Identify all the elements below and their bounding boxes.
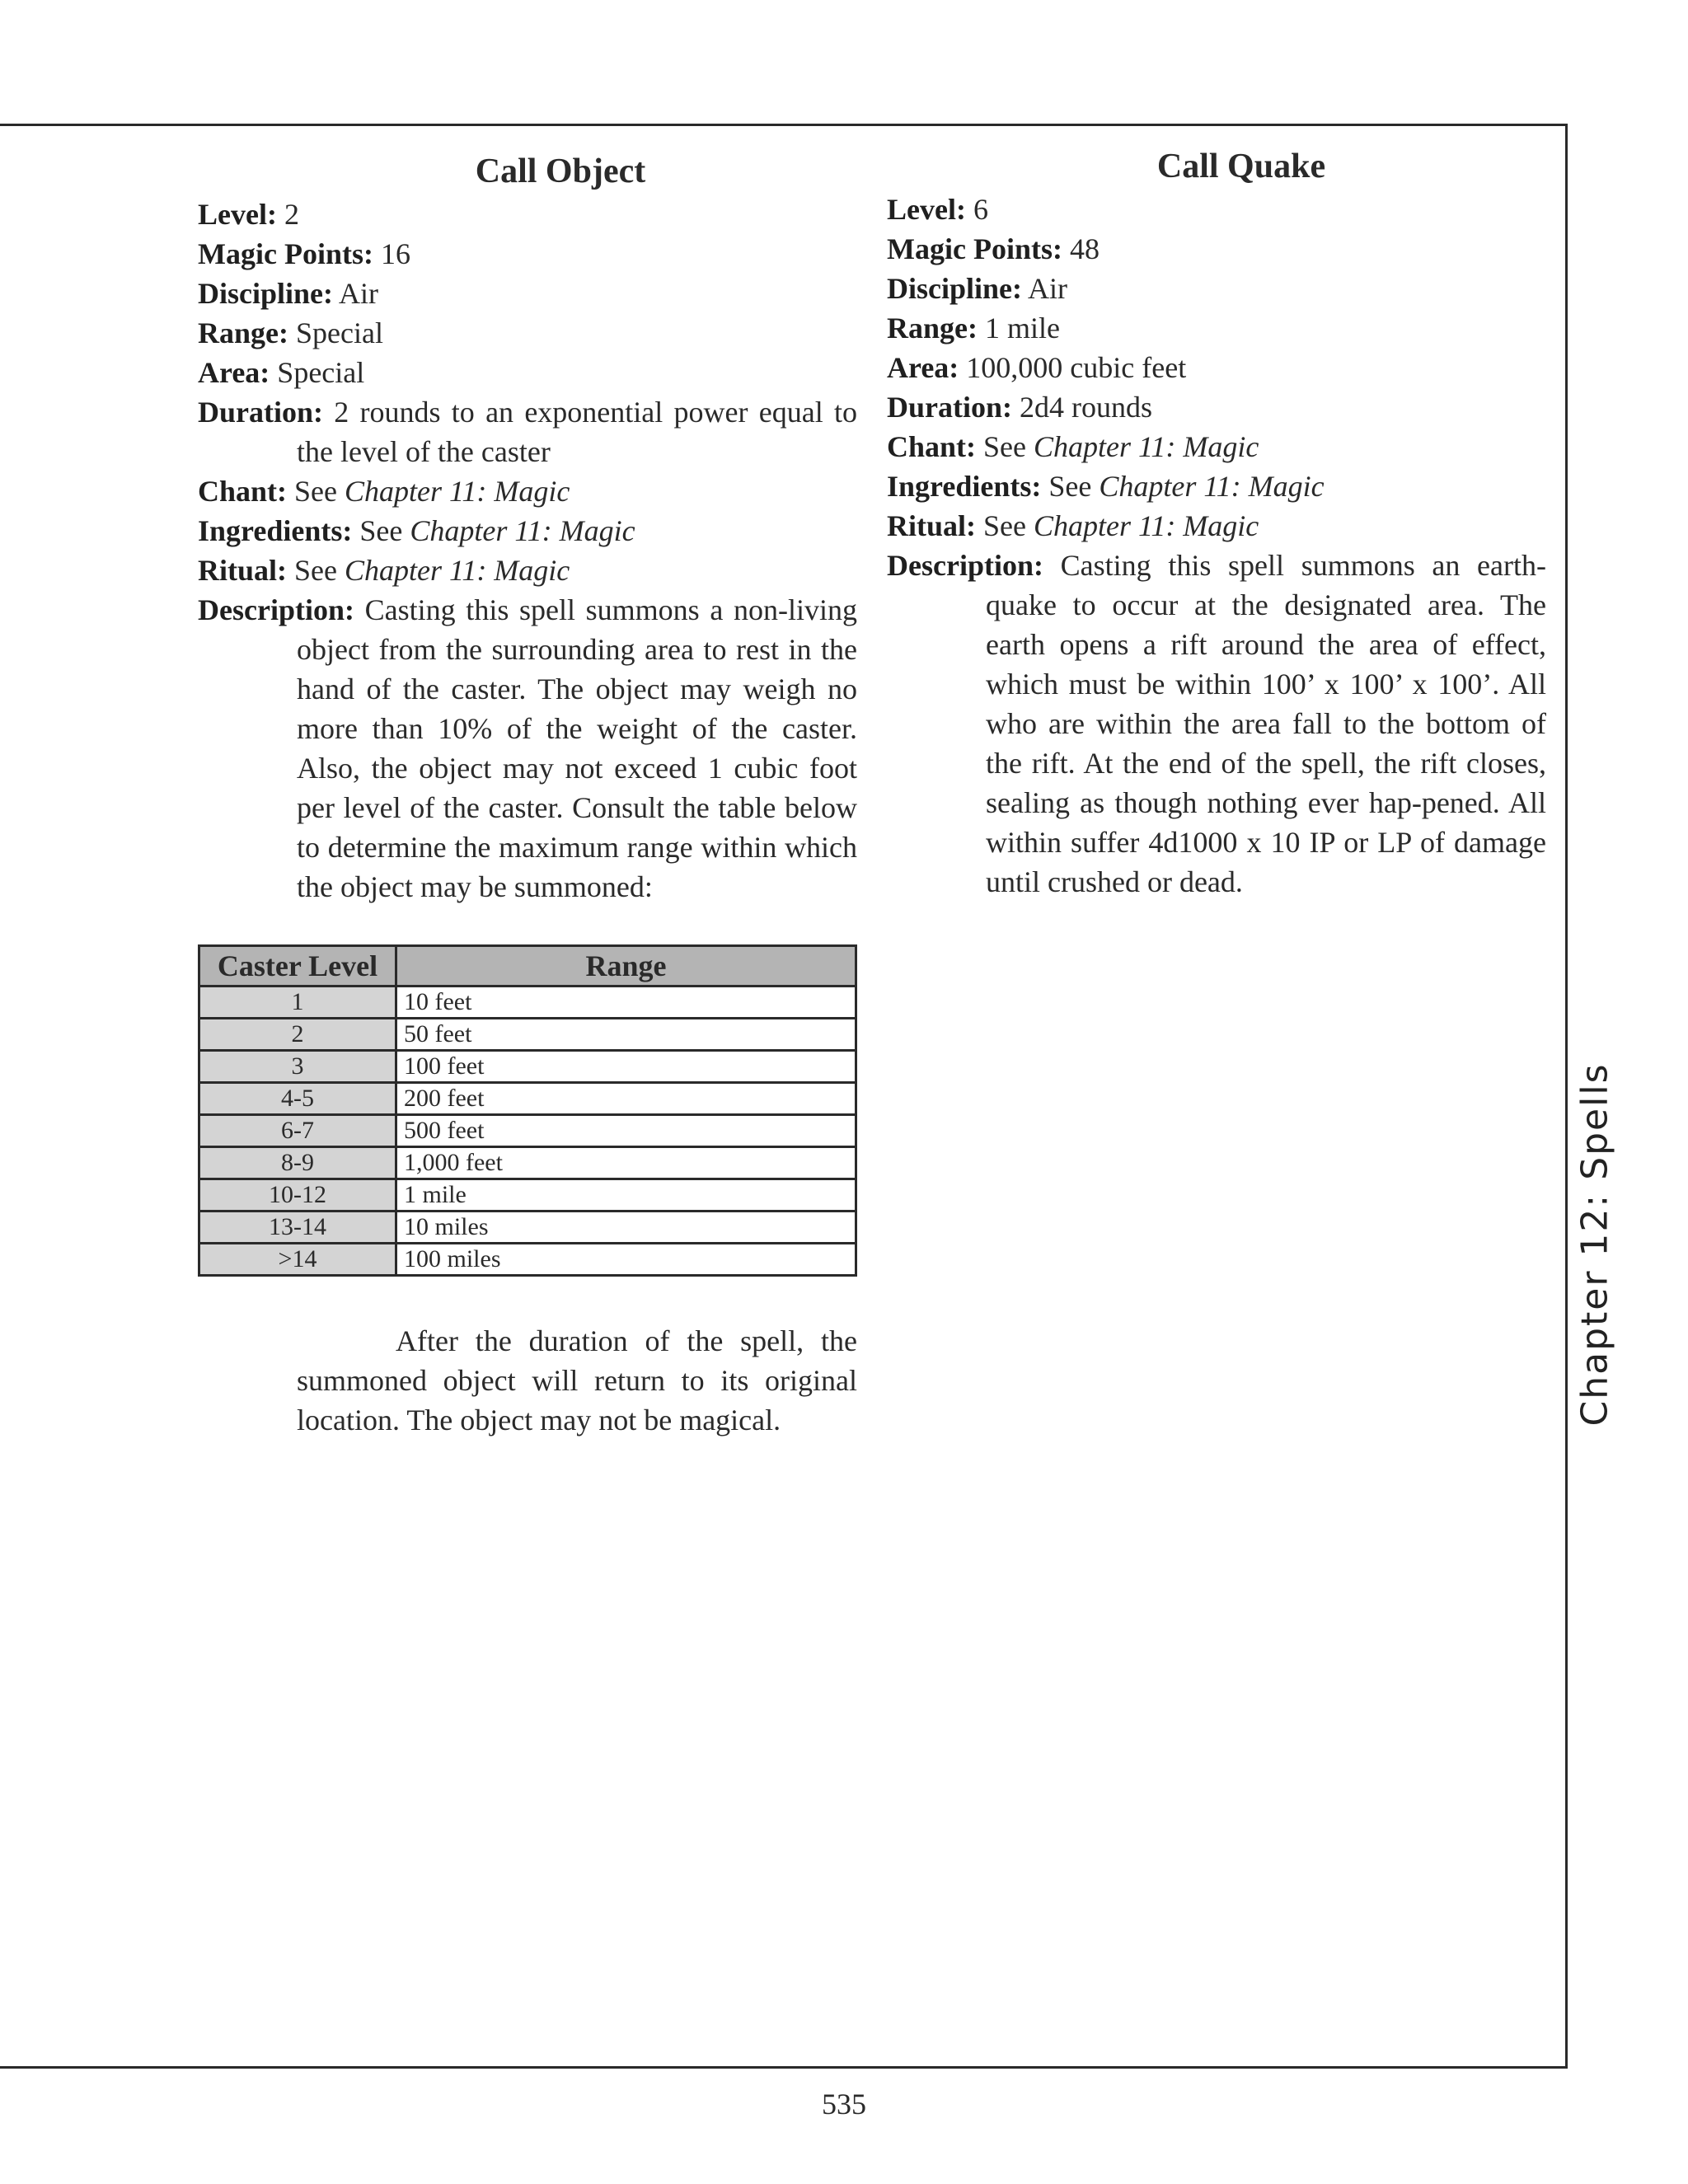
- table-header-row: [199, 946, 856, 987]
- table-row: [199, 1083, 856, 1115]
- chapter-reference: Chapter 11: Magic: [1099, 470, 1325, 503]
- field-label: Discipline:: [887, 272, 1023, 305]
- field-level: [887, 190, 1546, 229]
- field-value: 2 rounds to an exponential power equal to the level of the caster: [297, 396, 857, 468]
- field-area: [198, 353, 857, 392]
- range-cell: 100 feet: [396, 1051, 856, 1083]
- range-cell: 500 feet: [396, 1115, 856, 1147]
- field-label: Description:: [198, 593, 354, 626]
- field-discipline: [887, 269, 1546, 308]
- field-chant: [887, 427, 1546, 466]
- chapter-reference: Chapter 11: Magic: [344, 554, 570, 587]
- field-value: See: [287, 475, 345, 508]
- range-cell: 100 miles: [396, 1244, 856, 1276]
- field-discipline: [198, 274, 857, 313]
- column-header-caster-level: Caster Level: [199, 946, 396, 987]
- field-description: [887, 546, 1546, 902]
- field-duration: [198, 392, 857, 471]
- field-ritual: [198, 551, 857, 590]
- field-value: See: [1041, 470, 1100, 503]
- field-label: Ritual:: [887, 509, 976, 542]
- caster-level-cell: >14: [199, 1244, 396, 1276]
- field-label: Ingredients:: [198, 514, 353, 547]
- caster-level-cell: 3: [199, 1051, 396, 1083]
- field-label: Level:: [887, 193, 966, 226]
- field-duration: [887, 387, 1546, 427]
- field-label: Ingredients:: [887, 470, 1042, 503]
- field-value: 100,000 cubic feet: [959, 351, 1187, 384]
- field-label: Discipline:: [198, 277, 334, 310]
- field-value: 1 mile: [978, 312, 1060, 344]
- field-value: 48: [1062, 232, 1100, 265]
- table-row: [199, 1051, 856, 1083]
- table-row: [199, 1147, 856, 1179]
- range-cell: 10 feet: [396, 987, 856, 1019]
- field-ingredients: [887, 466, 1546, 506]
- field-value: 16: [373, 237, 410, 270]
- chapter-reference: Chapter 11: Magic: [345, 475, 570, 508]
- field-label: Description:: [887, 549, 1043, 582]
- caster-level-cell: 13-14: [199, 1212, 396, 1244]
- range-cell: 50 feet: [396, 1019, 856, 1051]
- caster-level-cell: 6-7: [199, 1115, 396, 1147]
- table-row: [199, 1244, 856, 1276]
- field-label: Magic Points:: [887, 232, 1062, 265]
- caster-level-range-table: [198, 944, 857, 1277]
- table-row: [199, 1019, 856, 1051]
- spell-title: Call Quake: [1156, 148, 1326, 185]
- field-value: Casting this spell summons an earth-quake to occur at the designated area. The earth opens a rift around the area of effect, which must be within 100’ x 100’ x 100’. All who are within the area fall to the bottom of the rift. At the end of the spell, the rift closes, sealing as though nothing ever hap-pened. All within suffer 4d1000 x 10 IP or LP of damage until crushed or dead.: [986, 549, 1546, 898]
- field-label: Chant:: [887, 430, 977, 463]
- field-label: Range:: [198, 316, 288, 349]
- range-cell: 1 mile: [396, 1179, 856, 1212]
- field-level: [198, 194, 857, 234]
- table-row: [199, 1212, 856, 1244]
- field-label: Ritual:: [198, 554, 287, 587]
- spell-title: Call Object: [475, 152, 646, 190]
- table-row: [199, 987, 856, 1019]
- field-value: See: [976, 430, 1034, 463]
- field-label: Magic Points:: [198, 237, 373, 270]
- field-value: See: [287, 554, 345, 587]
- field-label: Chant:: [198, 475, 288, 508]
- range-cell: 200 feet: [396, 1083, 856, 1115]
- range-cell: 1,000 feet: [396, 1147, 856, 1179]
- field-chant: [198, 471, 857, 511]
- field-range: [887, 308, 1546, 348]
- field-value: Casting this spell summons a non-living object from the surrounding area to rest in the hand of the caster. The object may weigh no more than 10% of the weight of the caster. Also, the object may not exceed 1 cubic foot per level of the caster. Consult the table below to determine the maximum range within which the object may be summoned:: [297, 593, 857, 903]
- spell-call-quake: [887, 143, 1546, 902]
- field-label: Duration:: [198, 396, 323, 429]
- caster-level-cell: 1: [199, 987, 396, 1019]
- field-area: [887, 348, 1546, 387]
- field-magic-points: [198, 234, 857, 274]
- caster-level-cell: 4-5: [199, 1083, 396, 1115]
- field-ritual: [887, 506, 1546, 546]
- field-label: Area:: [198, 356, 270, 389]
- caster-level-cell: 10-12: [199, 1179, 396, 1212]
- field-label: Range:: [887, 312, 978, 344]
- field-value: Air: [333, 277, 379, 310]
- column-header-range: Range: [396, 946, 856, 987]
- caster-level-cell: 2: [199, 1019, 396, 1051]
- field-ingredients: [198, 511, 857, 551]
- field-magic-points: [887, 229, 1546, 269]
- chapter-reference: Chapter 11: Magic: [1034, 430, 1259, 463]
- field-value: Special: [270, 356, 365, 389]
- caster-level-cell: 8-9: [199, 1147, 396, 1179]
- spell-call-object: [198, 148, 857, 1440]
- field-label: Area:: [887, 351, 959, 384]
- table-row: [199, 1115, 856, 1147]
- field-value: 2: [276, 198, 299, 231]
- chapter-reference: Chapter 11: Magic: [410, 514, 635, 547]
- table-row: [199, 1179, 856, 1212]
- page-number: 535: [822, 2088, 866, 2121]
- chapter-side-tab: Chapter 12: Spells: [1573, 1062, 1616, 1427]
- field-label: Duration:: [887, 391, 1012, 424]
- field-range: [198, 313, 857, 353]
- field-value: See: [352, 514, 410, 547]
- field-value: 6: [965, 193, 988, 226]
- field-value: See: [976, 509, 1034, 542]
- field-value: 2d4 rounds: [1012, 391, 1152, 424]
- field-description: [198, 590, 857, 907]
- after-duration-paragraph: After the duration of the spell, the summoned object will return to its original location. The object may not be magical.: [297, 1324, 857, 1436]
- range-cell: 10 miles: [396, 1212, 856, 1244]
- field-label: Level:: [198, 198, 277, 231]
- chapter-reference: Chapter 11: Magic: [1033, 509, 1259, 542]
- field-value: Special: [288, 316, 383, 349]
- field-value: Air: [1022, 272, 1068, 305]
